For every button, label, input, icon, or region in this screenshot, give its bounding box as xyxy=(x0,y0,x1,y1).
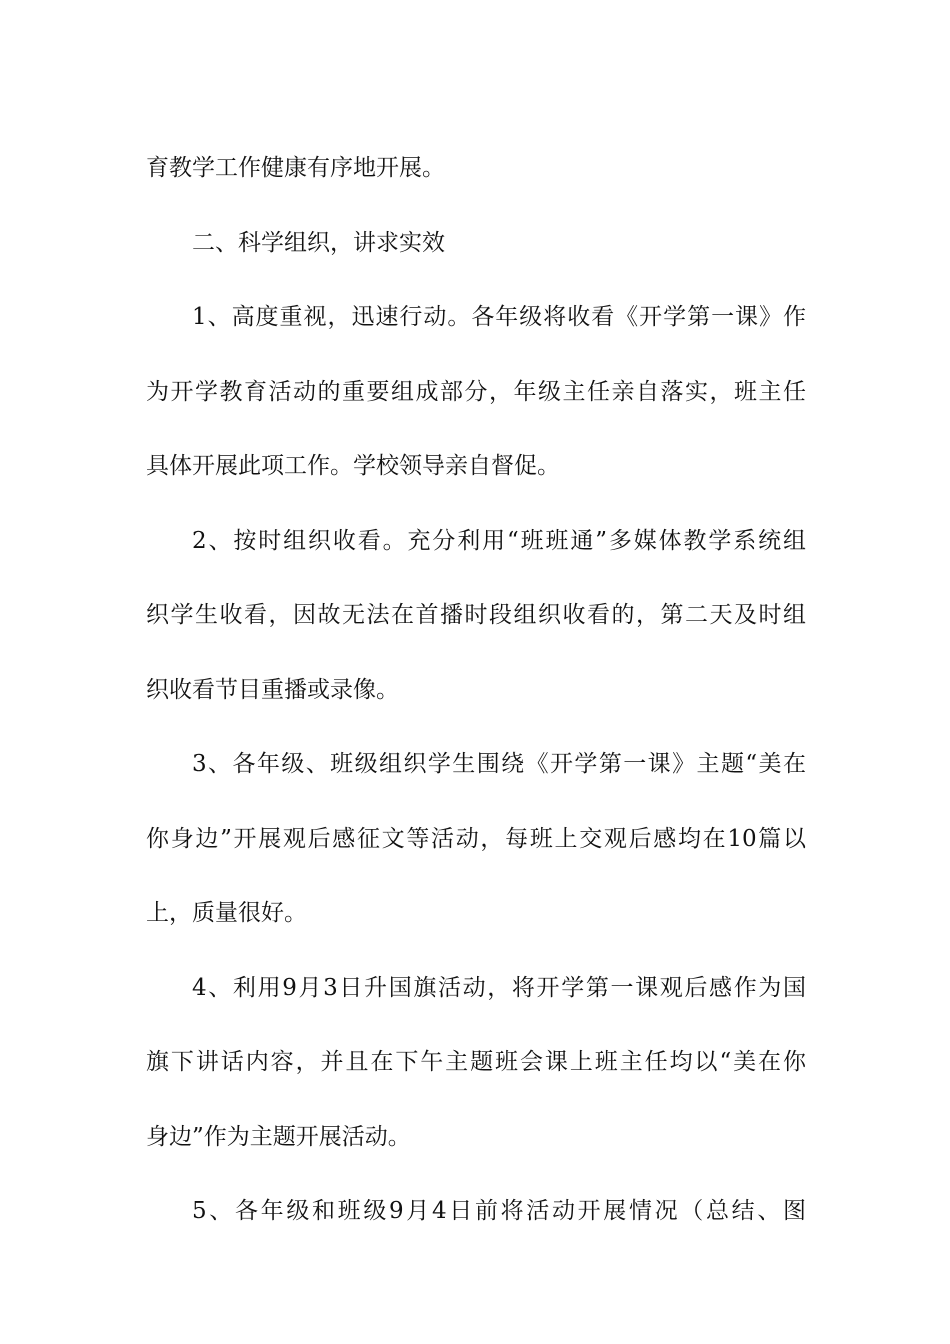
document-body xyxy=(146,131,806,1249)
paragraph-line: 为开学教育活动的重要组成部分，年级主任亲自落实，班主任 xyxy=(146,378,806,405)
paragraph-line: 2、按时组织收看。充分利用“班班通”多媒体教学系统组 xyxy=(192,527,806,554)
paragraph-line: 4、利用9月3日升国旗活动，将开学第一课观后感作为国 xyxy=(192,974,806,1001)
paragraph-line: 3、各年级、班级组织学生围绕《开学第一课》主题“美在 xyxy=(192,751,806,777)
paragraph-line: 育教学工作健康有序地开展。 xyxy=(146,155,445,181)
paragraph-line: 织学生收看，因故无法在首播时段组织收看的，第二天及时组 xyxy=(146,602,806,628)
paragraph-line: 5、各年级和班级9月4日前将活动开展情况（总结、图 xyxy=(192,1198,806,1224)
paragraph-line: 旗下讲话内容，并且在下午主题班会课上班主任均以“美在你 xyxy=(146,1049,806,1075)
paragraph-line: 织收看节目重播或录像。 xyxy=(146,676,399,703)
paragraph-line: 上，质量很好。 xyxy=(146,900,307,926)
section-heading: 二、科学组织，讲求实效 xyxy=(192,229,445,256)
paragraph-line: 身边”作为主题开展活动。 xyxy=(146,1123,411,1150)
paragraph-line: 你身边”开展观后感征文等活动，每班上交观后感均在10篇以 xyxy=(146,825,806,852)
paragraph-line: 1、高度重视，迅速行动。各年级将收看《开学第一课》作 xyxy=(192,304,806,330)
paragraph-line: 具体开展此项工作。学校领导亲自督促。 xyxy=(146,453,560,479)
